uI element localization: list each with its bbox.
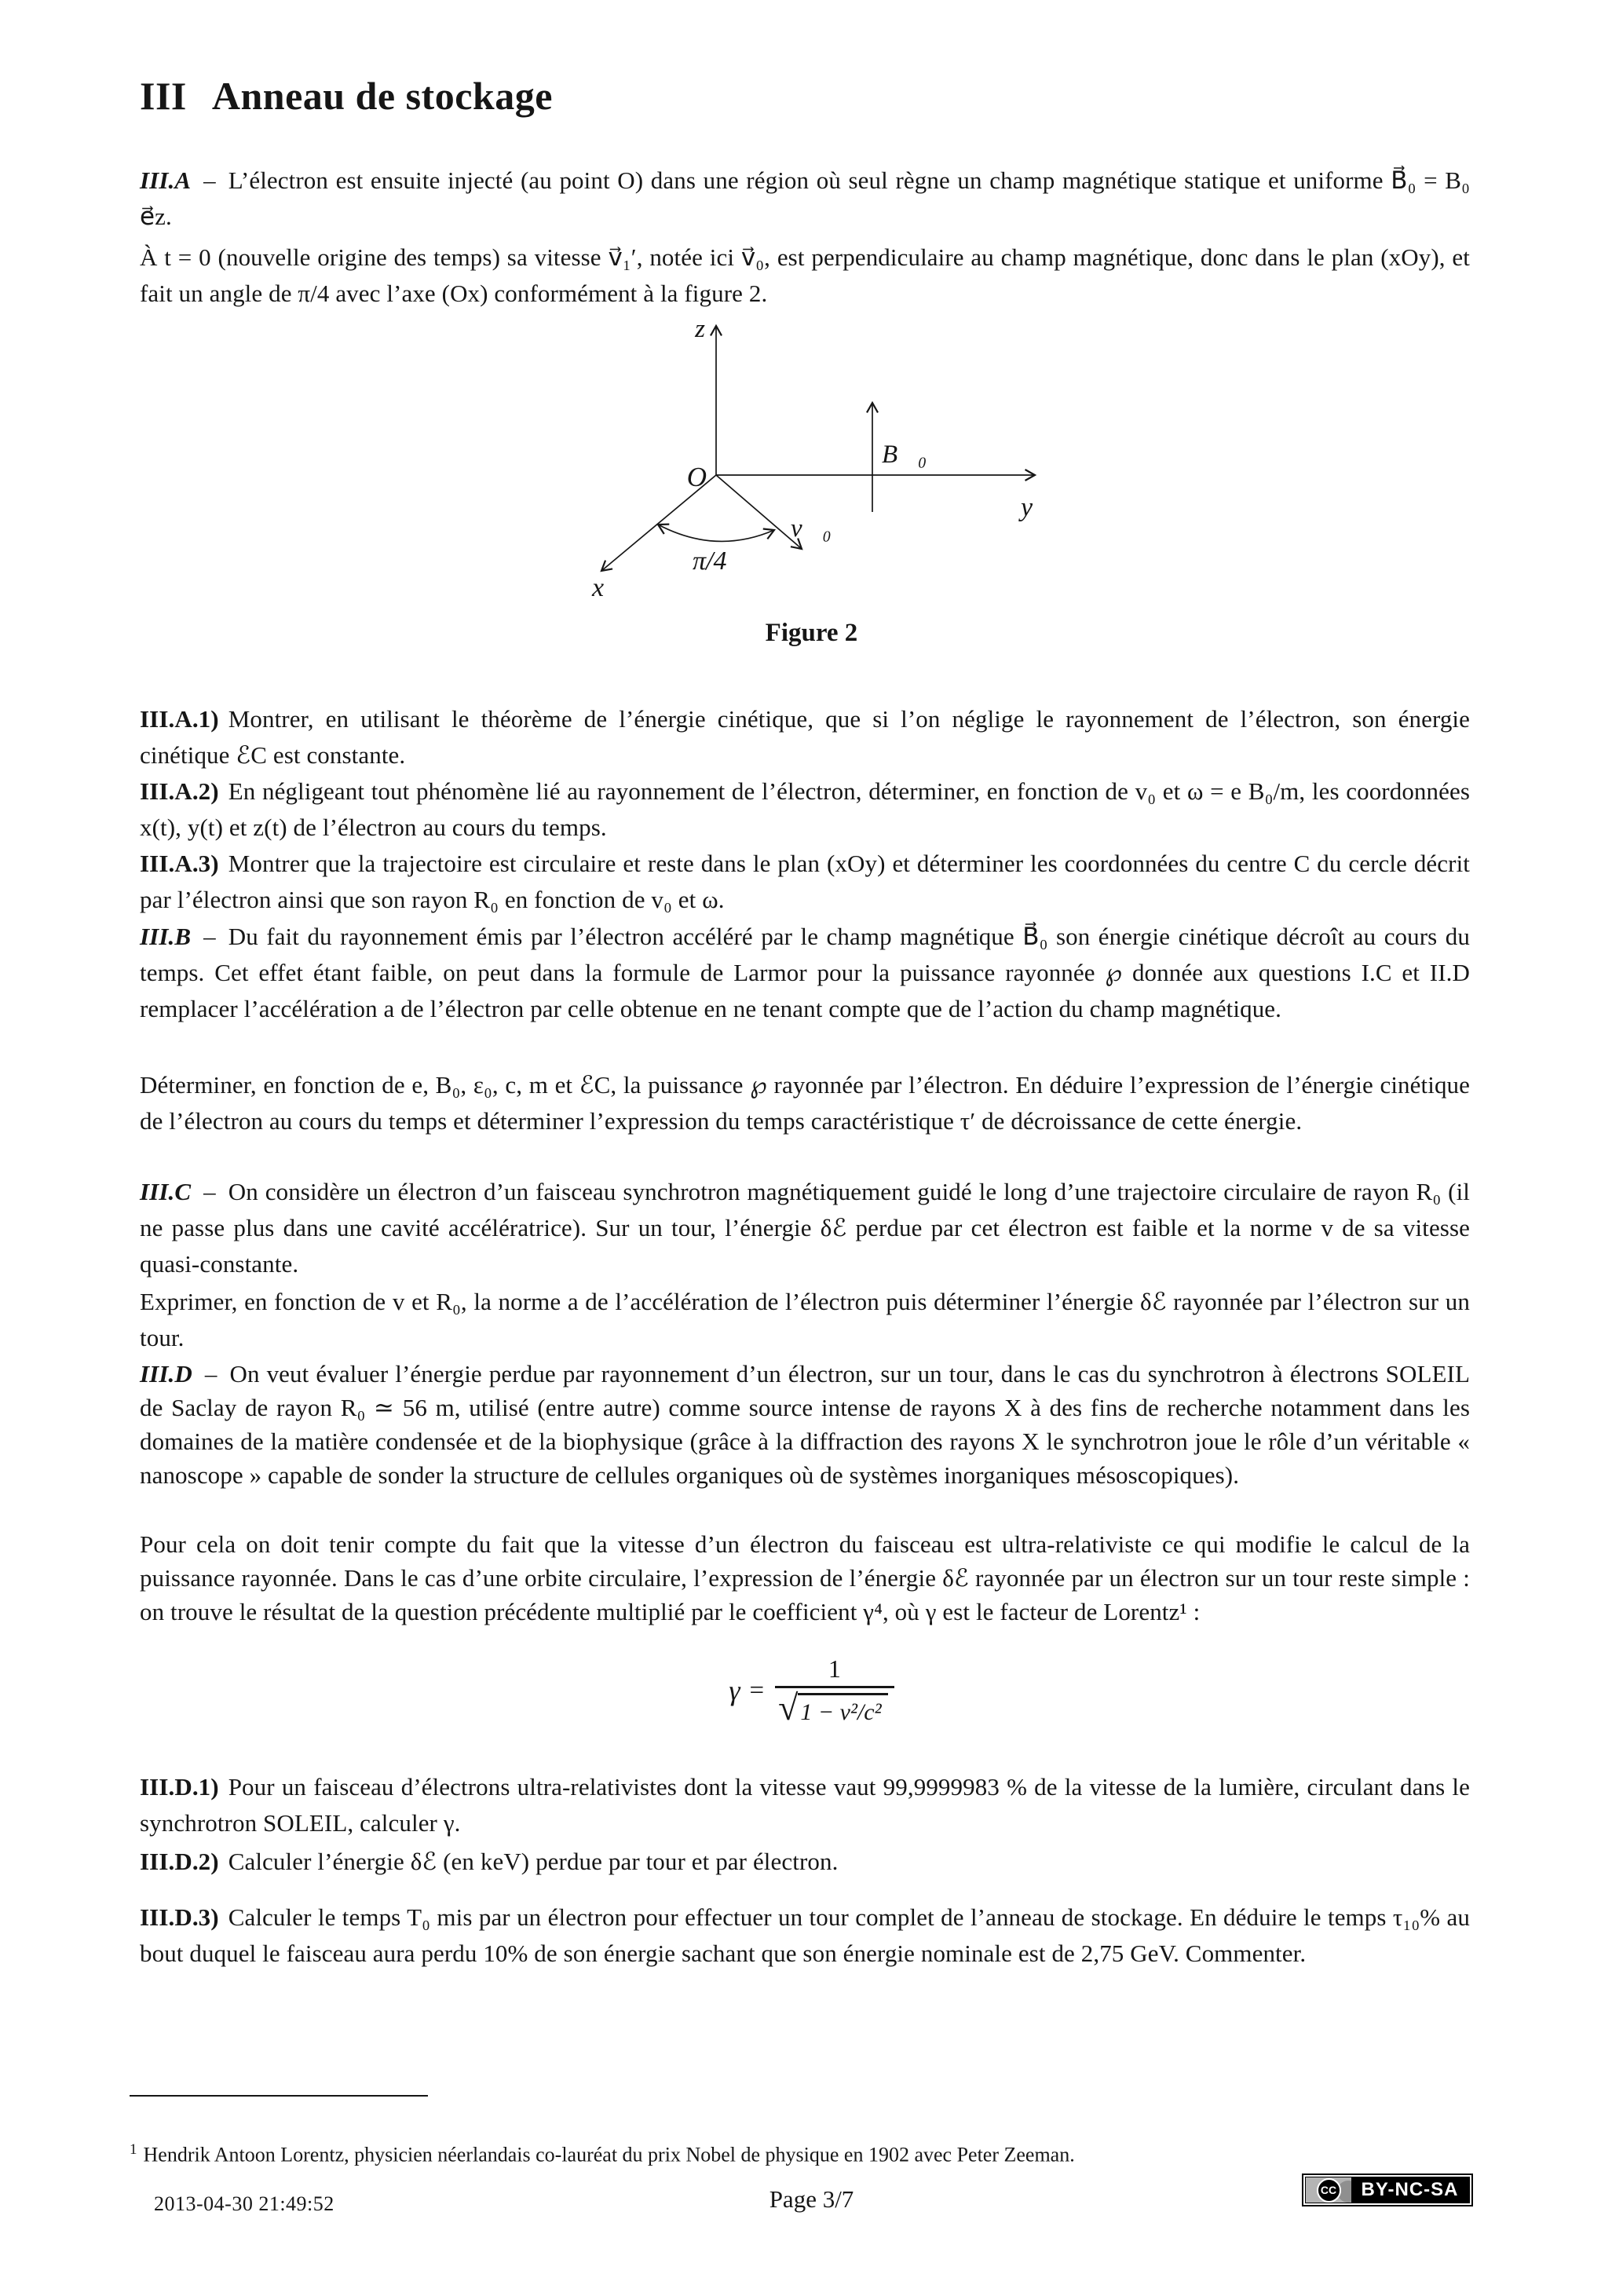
angle-arc bbox=[658, 525, 774, 541]
para-text: L’électron est ensuite injecté (au point O) dans une région où seul règne un champ magnétique statique et uniforme B⃗₀ = B₀ e⃗z. bbox=[140, 166, 1470, 230]
lorentz-factor-formula bbox=[0, 1632, 1623, 1749]
para-iii-c bbox=[140, 1174, 1470, 1282]
footer-timestamp: 2013-04-30 21:49:52 bbox=[154, 2192, 334, 2215]
para-dash: – bbox=[203, 166, 216, 194]
para-label: III.D bbox=[140, 1360, 192, 1387]
footnote-marker: 1 bbox=[130, 2141, 137, 2158]
figure-2-diagram bbox=[581, 302, 1052, 616]
question-label: III.A.2) bbox=[140, 777, 219, 805]
para-dash: – bbox=[204, 1360, 217, 1387]
question-label: III.A.3) bbox=[140, 850, 219, 877]
footnote-divider bbox=[130, 2095, 428, 2097]
para-iii-b bbox=[140, 919, 1470, 1027]
footnote-text: Hendrik Antoon Lorentz, physicien néerlandais co-lauréat du prix Nobel de physique en 1902 avec Peter Zeeman. bbox=[143, 2143, 1075, 2166]
cc-license-label: BY-NC-SA bbox=[1361, 2179, 1459, 2200]
cc-logo-area bbox=[1306, 2177, 1351, 2203]
section-number: III bbox=[140, 74, 187, 118]
angle-label: π/4 bbox=[693, 547, 727, 576]
v0-label: v⃗₀ bbox=[791, 514, 832, 543]
cc-license-badge bbox=[1302, 2174, 1473, 2206]
section-title-text: Anneau de stockage bbox=[211, 74, 553, 118]
v0-vector-line bbox=[716, 475, 802, 549]
figure-caption: Figure 2 bbox=[765, 619, 858, 647]
b0-label: B⃗₀ bbox=[882, 441, 927, 469]
question-text: Montrer, en utilisant le théorème de l’énergie cinétique, que si l’on néglige le rayonnement de l’électron, son énergie cinétique ℰC est constante. bbox=[140, 705, 1470, 769]
formula-lhs: γ bbox=[729, 1675, 740, 1706]
question-text: Calculer le temps T₀ mis par un électron pour effectuer un tour complet de l’anneau de stockage. En déduire le temps τ₁₀% au bout duquel le faisceau aura perdu 10% de son énergie sachant que son énergie nominale est de 2,75 GeV. Commenter. bbox=[140, 1903, 1470, 1967]
question-text: En négligeant tout phénomène lié au rayonnement de l’électron, déterminer, en fonction de v₀ et ω = e B₀/m, les coordonnées x(t), y(t) et z(t) de l’électron au cours du temps. bbox=[140, 777, 1470, 841]
question-iii-d-2 bbox=[140, 1844, 1470, 1880]
y-axis-label: y bbox=[1021, 493, 1033, 522]
para-iii-a bbox=[140, 163, 1470, 235]
para-label: III.A bbox=[140, 166, 192, 194]
para-determiner bbox=[140, 1067, 1470, 1139]
para-label: III.B bbox=[140, 923, 192, 950]
para-initial-conditions bbox=[140, 239, 1470, 312]
para-label: III.C bbox=[140, 1178, 192, 1205]
question-iii-d-3 bbox=[140, 1899, 1470, 1972]
footnote bbox=[130, 2136, 1464, 2170]
formula-radicand: 1 − v²/c² bbox=[798, 1693, 887, 1728]
question-iii-a-2 bbox=[140, 773, 1470, 846]
para-text: Déterminer, en fonction de e, B₀, ε₀, c, m et ℰC, la puissance ℘ rayonnée par l’électron. En déduire l’expression de l’énergie cinétique de l’électron au cours du temps et déterminer l’expression du temps caractéristique τ′ de décroissance de cette énergie. bbox=[140, 1071, 1470, 1135]
footer-page-number: Page 3/7 bbox=[769, 2185, 854, 2213]
formula-denominator bbox=[775, 1686, 894, 1728]
origin-label: O bbox=[686, 462, 707, 492]
question-iii-a-1 bbox=[140, 701, 1470, 773]
para-text: À t = 0 (nouvelle origine des temps) sa vitesse v⃗₁′, notée ici v⃗₀, est perpendiculaire au champ magnétique, donc dans le plan (xOy), et fait un angle de π/4 avec l’axe (Ox) conformément à la figure 2. bbox=[140, 243, 1470, 307]
formula-numerator: 1 bbox=[828, 1654, 841, 1683]
question-text: Pour un faisceau d’électrons ultra-relativistes dont la vitesse vaut 99,9999983 % de la vitesse de la lumière, circulant dans le synchrotron SOLEIL, calculer γ. bbox=[140, 1773, 1470, 1837]
question-label: III.D.2) bbox=[140, 1848, 219, 1875]
para-exprimer bbox=[140, 1284, 1470, 1356]
para-text: Pour cela on doit tenir compte du fait que la vitesse d’un électron du faisceau est ultra-relativiste ce qui modifie le calcul de la puissance rayonnée. Dans le cas d’une orbite circulaire, l’expression de l’énergie δℰ rayonnée par un électron sur un tour reste simple : on trouve le résultat de la question précédente multiplié par le coefficient γ⁴, où γ est le facteur de Lorentz¹ : bbox=[140, 1530, 1470, 1625]
x-axis-label: x bbox=[592, 573, 605, 602]
question-label: III.D.1) bbox=[140, 1773, 219, 1801]
question-text: Montrer que la trajectoire est circulaire et reste dans le plan (xOy) et déterminer les coordonnées du centre C du cercle décrit par l’électron ainsi que son rayon R₀ en fonction de v₀ et ω. bbox=[140, 850, 1470, 913]
para-dash: – bbox=[203, 1178, 216, 1205]
para-pour-cela bbox=[140, 1527, 1470, 1629]
z-axis-label: z bbox=[695, 315, 705, 343]
formula-fraction bbox=[775, 1653, 894, 1728]
para-text: On considère un électron d’un faisceau synchrotron magnétiquement guidé le long d’une trajectoire circulaire de rayon R₀ (il ne passe plus dans une cavité accélératrice). Sur un tour, l’énergie δℰ perdue par cet électron est faible et la norme v de sa vitesse quasi-constante. bbox=[140, 1178, 1470, 1278]
axes-diagram bbox=[581, 302, 1052, 616]
cc-icon: CC bbox=[1317, 2178, 1341, 2203]
question-label: III.D.3) bbox=[140, 1903, 219, 1931]
question-text: Calculer l’énergie δℰ (en keV) perdue par tour et par électron. bbox=[228, 1848, 839, 1875]
question-iii-d-1 bbox=[140, 1769, 1470, 1841]
para-dash: – bbox=[203, 923, 216, 950]
question-iii-a-3 bbox=[140, 846, 1470, 918]
para-iii-d bbox=[140, 1357, 1470, 1492]
section-heading bbox=[140, 75, 553, 116]
para-text: On veut évaluer l’énergie perdue par rayonnement d’un électron, sur un tour, dans le cas du synchrotron à électrons SOLEIL de Saclay de rayon R₀ ≃ 56 m, utilisé (entre autre) comme source intense de rayons X à des fins de recherche notamment dans les domaines de la matière condensée et de la biophysique (grâce à la diffraction des rayons X le synchrotron joue le rôle d’un véritable « nanoscope » capable de sonder la structure de cellules organiques où de systèmes inorganiques mésoscopiques). bbox=[140, 1360, 1470, 1489]
para-text: Exprimer, en fonction de v et R₀, la norme a de l’accélération de l’électron puis déterminer l’énergie δℰ rayonnée par l’électron sur un tour. bbox=[140, 1288, 1470, 1351]
sqrt-symbol: √ bbox=[778, 1687, 799, 1727]
para-text: Du fait du rayonnement émis par l’électron accéléré par le champ magnétique B⃗₀ son énergie cinétique décroît au cours du temps. Cet effet étant faible, on peut dans la formule de Larmor pour la puissance rayonnée ℘ donnée aux questions I.C et II.D remplacer l’accélération a de l’électron par celle obtenue en ne tenant compte que de l’action du champ magnétique. bbox=[140, 923, 1470, 1022]
formula-equals: = bbox=[749, 1676, 765, 1705]
question-label: III.A.1) bbox=[140, 705, 219, 733]
